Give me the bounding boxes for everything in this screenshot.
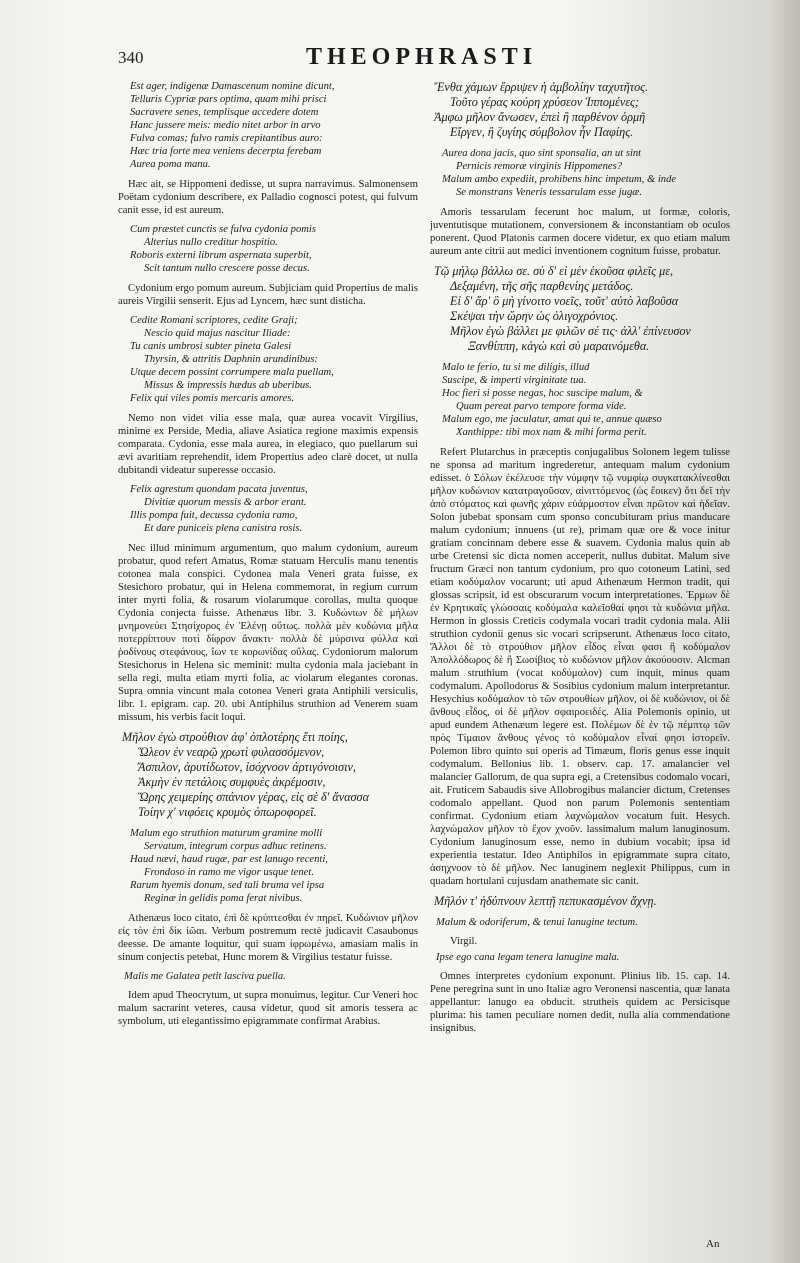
verse-line: Aurea poma manu.	[130, 159, 211, 170]
paragraph: Omnes interpretes cydonium exponunt. Plinius lib. 15. cap. 14. Pene peregrina sunt in uno Italiæ agro Veronensi nascentia, quæ lanata appellantur: lanugo ea obducit. strutheis quidem ac Persicisque plurima: his tamen peculiare nomen dedit, nulla alia commendatione insignibus.	[430, 971, 730, 1034]
verse-line: Alterius nullo creditur hospitio.	[144, 237, 278, 248]
verse-line: Ἄσπιλον, ἀρυτίδωτον, ἰσόχνοον ἀρτιγόνοισιν,	[138, 760, 356, 774]
verse-line: Et dare puniceis plena canistra rosis.	[144, 523, 303, 534]
greek-verse	[434, 894, 730, 909]
verse-line: Haud nævi, haud rugæ, par est lanugo recenti,	[130, 854, 328, 865]
latin-verse	[130, 223, 418, 275]
verse-line: Pernicis remoræ virginis Hippomenes?	[456, 161, 623, 172]
verse-line: Malo te ferio, tu si me diligis, illud	[442, 362, 590, 373]
verse-line: Ὥλεον ἐν νεαρῷ χρωτὶ φυλασσόμενον,	[138, 745, 325, 759]
verse-line: Sacravere senes, templisque accedere dotem	[130, 107, 319, 118]
verse-line: Τοίην χ' νιφόεις κρυμὸς ὀπωροφορεῖ.	[138, 805, 317, 819]
verse-line: Hoc fieri si posse negas, hoc suscipe malum, &	[442, 388, 643, 399]
catchword: An	[706, 1238, 720, 1250]
verse-line: Suscipe, & imperti virginitate tua.	[442, 375, 587, 386]
verse-line: Reginæ in gelidis poma ferat nivibus.	[144, 893, 303, 904]
verse-line: Ὥρης χειμερίης σπάνιον γέρας, εἰς σὲ δ' ἄνασσα	[138, 790, 369, 804]
verse-line: Μῆλόν τ' ἡδύπνουν λεπτῇ πεπυκασμένον ἄχνῃ.	[434, 894, 657, 908]
verse-line: Est ager, indigenæ Damascenum nomine dicunt,	[130, 81, 335, 92]
verse-line: Δεξαμένη, τῆς σῆς παρθενίης μετάδος.	[450, 279, 634, 293]
page-number: 340	[118, 48, 144, 67]
verse-line: Malum ambo expediit, prohibens hinc impetum, & inde	[442, 174, 677, 185]
latin-verse	[130, 314, 418, 405]
verse-line: Divitiæ quorum messis & arbor erant.	[144, 497, 307, 508]
paragraph: Cydonium ergo pomum aureum. Subjiciam quid Propertius de malis aureis Virgilii senserit. Ejus ad Lyncem, hæc sunt disticha.	[118, 283, 418, 307]
verse-line: Ἔνθα χάμων ἔρριψεν ἡ ἀμβολίην ταχυτῆτος.	[434, 80, 649, 94]
verse-line: Aurea dona jacis, quo sint sponsalia, an ut sint	[442, 148, 642, 159]
verse-line: Hæc tria forte mea veniens decerpta ferebam	[130, 146, 322, 157]
verse-line: Quam pereat parvo tempore forma vide.	[456, 401, 627, 412]
verse-line: Roboris externi librum aspernata superbit,	[130, 250, 312, 261]
paragraph: Nec illud minimum argumentum, quo malum cydonium, aureum probatur, quod refert Amatus, Romæ statuam Herculis manu tenentis cotonea mala conspici. Cydonea mala Veneri grata fuisse, ex Stesichoro probatur, qui in Helena commemorat, in regium currum inter myrti folia, & rosarum violarumque corollas, multa quoque Cydonia conjecta fuisse. Athenæus libr. 3. Κυδώνιων δὲ μήλων μνημονεύει Στησίχορος ἐν Ἑλένῃ οὕτως. πολλὰ μὲν κυδώνια μῆλα ποτερρίπτουν ποτὶ δίφρον ἄνακτι· πολλὰ δὲ μύρσινα φύλλα καὶ ῥοδίνους στεφάνους, ἴων τε κορωνίδας οὔλας. Cydoniorum malorum Stesichorus in Helena sic meminit: multa cydonia mala jaciebant in sella regi, multa etiam myrti folia, ac violarum elegantes coronas. Supra omnia vincunt mala cotonea Veneri grata Antiphili versiculis, libr. 1. epigram. cap. 20. ubi Antiphilus struthion ad Venerem suam missum, his verbis facit loqui.	[118, 543, 418, 723]
verse-line: Μῆλον ἐγὼ στρούθιον ἀφ' ὀπλοτέρης ἔτι ποίης,	[122, 730, 348, 744]
verse-line: Tu canis umbrosi subter pineta Galesi	[130, 341, 292, 352]
verse-line: Εἴργεν, ἢ ζυγίης σύμβολον ἦν Παφίης.	[450, 125, 634, 139]
verse-line: Ξανθίππη, κἀγὼ καὶ σὺ μαραινόμεθα.	[468, 339, 650, 353]
verse-line: Servatum, integrum corpus adhuc retinens.	[144, 841, 327, 852]
verse-line: Malum ego, me jaculatur, amat qui te, annue quæso	[442, 414, 662, 425]
verse-line: Τῷ μήλῳ βάλλω σε. σὺ δ' εἰ μὲν ἑκοῦσα φιλεῖς με,	[434, 264, 674, 278]
verse-line: Se monstrans Veneris tessarulam esse jugæ.	[456, 187, 642, 198]
verse-line: Xanthippe: tibi mox nam & mihi forma perit.	[456, 427, 647, 438]
latin-verse	[130, 80, 418, 171]
paragraph: Refert Plutarchus in præceptis conjugalibus Solonem legem tulisse ne sponsa ad maritum ingrederetur, antequam malum cydonium edisset. ὁ Σόλων ἐκέλευσε τὴν νύμφην τῷ νυμφίῳ συγκατακλίνεσθαι μῆλον κυδώνιον κατατραγοῦσαν, αἰνιττόμενος (ὡς ἔοικεν) ὅτι δεῖ τὴν ἀπὸ στόματος καὶ φωνῆς χάριν εὐάρμοστον εἶναι πρῶτον καὶ ἡδεῖαν. Solon jubebat sponsam cum sponso concubituram prius manducare malum cydonium; innuens (ut re), primam quæ ore & voce initur gratiam concinnam debere esse & suavem. Cydonia malus quin ab urbe Cretensi sic dicta nomen acceperit, nullus dubitat. Malum sive fructum Græci non tantum cydonium, pro quo cotoneum Latini, sed etiam κοδύμαλον vocarunt; uti apud Athenæum Hermon tradit, qui glossas scripsit, id est obscurarum vocum interpretationes. Ἑρμων δὲ ἐν Κρητικαῖς γλώσσαις κοδύμαλα καλεῖσθαί φησι τὰ κυδώνια μῆλα. Hermon in glossis Creticis codymala vocari tradit cydonia mala. Alii struthion cydonii genus sic vocari scripserunt. Athenæus loco citato, Ἄλλοι δὲ τὸ στρούθιον μῆλον εἶδος εἶναι φασι ἢ κοδύμαλον Ἀπολλόδωρος δὲ ἢ Σωσίβιος τὸ κυδώνιον μῆλον ἀκούουσιν. Alcman malum struthium (vocat κοδύμαλον) cum inquit, minus quam codymalum. Apollodorus & Sosibius cydonium malum interpretantur. Hesychius κοδύμαλον τὸ τῶν στρουθίων μῆλον, οἱ δὲ κυδώνιον, οἱ δὲ ἄνθους εἶδος, οἱ δὲ μῆλον σφαιροειδές. Alia Polemonis opinio, ut apud eundem Athenæum legere est. Πολέμων δὲ ἐν τῷ πέμπτῳ τῶν πρὸς Τίμαιον ἄνθους γένος τὸ κοδύμαλον εἶναί φησι ἱστορεῖν. Polemon libro quinto sui operis ad Timæum, floris genus esse inquit codymalum. Bellonius lib. 1. observ. cap. 17. amalancier vel malancier Gallorum, de qua supra egi, a Cretensibus codomalo vocari, ait. Fruticem Sabaudis sive Allobrogibus malancier dictum, Cretenses codomalo appellant. Quod non parum Polemonis sententiam confirmat. Cydonium etiam λαχνώμαλον vocatum fuit. Hesych. λαχνώμαλον μῆλον τὸ ἔχον χνοῦν. lassimalum malum lanuginosum. Cydonium lanuginosum esse, nemo in dubium vocabit; ipsa id experientia testatur. Ideo Antiphilos in epigrammate supra citato, ἀσηχνοον τὸ δὲ μῆλον. Nec lanuginem neglexit Philippus, cum in quadam hortulani cujusdam anathemate sic canit.	[430, 447, 730, 887]
verse-line: Missus & impressis hædus ab uberibus.	[144, 380, 312, 391]
source-label: Virgil.	[450, 936, 478, 947]
verse-line: Thyrsin, & attritis Daphnin arundinibus:	[144, 354, 318, 365]
right-column	[430, 80, 730, 1041]
verse-line: Malum ego struthion maturum gramine molli	[130, 828, 323, 839]
quotation: Malum & odoriferum, & tenui lanugine tectum.	[436, 917, 638, 928]
verse-line: Felix agrestum quondam pacata juventus,	[130, 484, 308, 495]
verse-line: Τοῦτο γέρας κούρη χρύσεον Ἱππομένες;	[450, 95, 640, 109]
verse-line: Fulva comas; fulvo ramis crepitantibus auro:	[130, 133, 323, 144]
verse-line: Σκέψαι τὴν ὥρην ὡς ὀλιγοχρόνιος.	[450, 309, 619, 323]
latin-verse	[442, 147, 730, 199]
latin-verse	[130, 483, 418, 535]
left-column	[118, 80, 418, 1034]
paragraph: Hæc ait, se Hippomeni dedisse, ut supra narravimus. Salmonensem Poëtam cydonium describere, ex Palladio cognosci potest, qui fulvum canit esse, id est aureum.	[118, 179, 418, 216]
verse-line: Illis pompa fuit, decussa cydonia ramo,	[130, 510, 298, 521]
quotation: Malis me Galatea petit lasciva puella.	[124, 971, 286, 982]
paragraph: Nemo non videt vilia esse mala, quæ aurea vocavit Virgilius, minime ex Perside, Media, aliave Asiatica regione maximis expensis comparata. Cydonia, esse mala aurea, in elegiaco, quo puellarum sui ævi avaritiam reprehendit, idem Propertius adeo clarè docet, ut nulla dubitandi videatur superesse occasio.	[118, 413, 418, 476]
verse-line: Ἀκμὴν ἐν πετάλοις συμφυὲς ἀκρέμοσιν,	[138, 775, 326, 789]
quotation: Ipse ego cana legam tenera lanugine mala.	[436, 952, 620, 963]
page-header	[118, 40, 728, 76]
paragraph: Idem apud Theocrytum, ut supra monuimus, legitur. Cur Veneri hoc malum sacrarint veteres, causa videtur, quod sit amoris tessera ac symbolum, uti elegantissimo epigrammate confirmat Arabius.	[118, 990, 418, 1027]
running-head: THEOPHRASTI	[306, 44, 538, 70]
greek-verse	[122, 730, 418, 820]
greek-verse	[434, 80, 730, 140]
verse-line: Utque decem possint corrumpere mala puellam,	[130, 367, 334, 378]
verse-line: Cedite Romani scriptores, cedite Graji;	[130, 315, 298, 326]
verse-line: Μῆλον ἐγὼ βάλλει με φιλῶν σέ τις· ἀλλ' ἐπίνευσον	[450, 324, 691, 338]
verse-line: Nescio quid majus nascitur Iliade:	[144, 328, 291, 339]
paragraph: Amoris tessarulam fecerunt hoc malum, ut formæ, coloris, juventutisque mutationem, conversionem & inconstantiam ob oculos ponerent. Quod Platonis carmen docere videtur, ex quo etiam malum aureum ante citrii aut medici inventionem cognitum fuisse, probatur.	[430, 207, 730, 257]
verse-line: Hanc jussere meis: medio nitet arbor in arvo	[130, 120, 321, 131]
verse-line: Cum præstet cunctis se fulva cydonia pomis	[130, 224, 316, 235]
verse-line: Ἀμφω μῆλον ἄνωσεν, ἐπεὶ ἢ παρθένον ὁρμῆ	[434, 110, 646, 124]
verse-line: Felix qui viles pomis mercaris amores.	[130, 393, 294, 404]
verse-line: Rarum hyemis donum, sed tali bruma vel ipsa	[130, 880, 325, 891]
latin-verse	[130, 827, 418, 905]
verse-line: Εἰ δ' ἄρ' ὃ μὴ γίνοιτο νοεῖς, τοῦτ' αὐτὸ λαβοῦσα	[450, 294, 679, 308]
verse-line: Scit tantum nullo crescere posse decus.	[144, 263, 310, 274]
verse-line: Frondoso in ramo me vigor usque tenet.	[144, 867, 314, 878]
latin-verse	[442, 361, 730, 439]
verse-line: Telluris Cypriæ pars optima, quam mihi prisci	[130, 94, 327, 105]
greek-verse	[434, 264, 730, 354]
paragraph: Athenæus loco citato, ἐπὶ δὲ κρύπτεσθαι ἐν πηρεῖ. Κυδώνιον μῆλον εἰς τὸν ἐπὶ δίκ ἰῶαι. Verbum postremum rectè judicavit Casaubonus deesse. De amante loquitur, qui suam ἰφρωμένω, amasiam malis in sinum conjectis petebat, Hunc morem & Virgilius testatur fuisse.	[118, 913, 418, 963]
